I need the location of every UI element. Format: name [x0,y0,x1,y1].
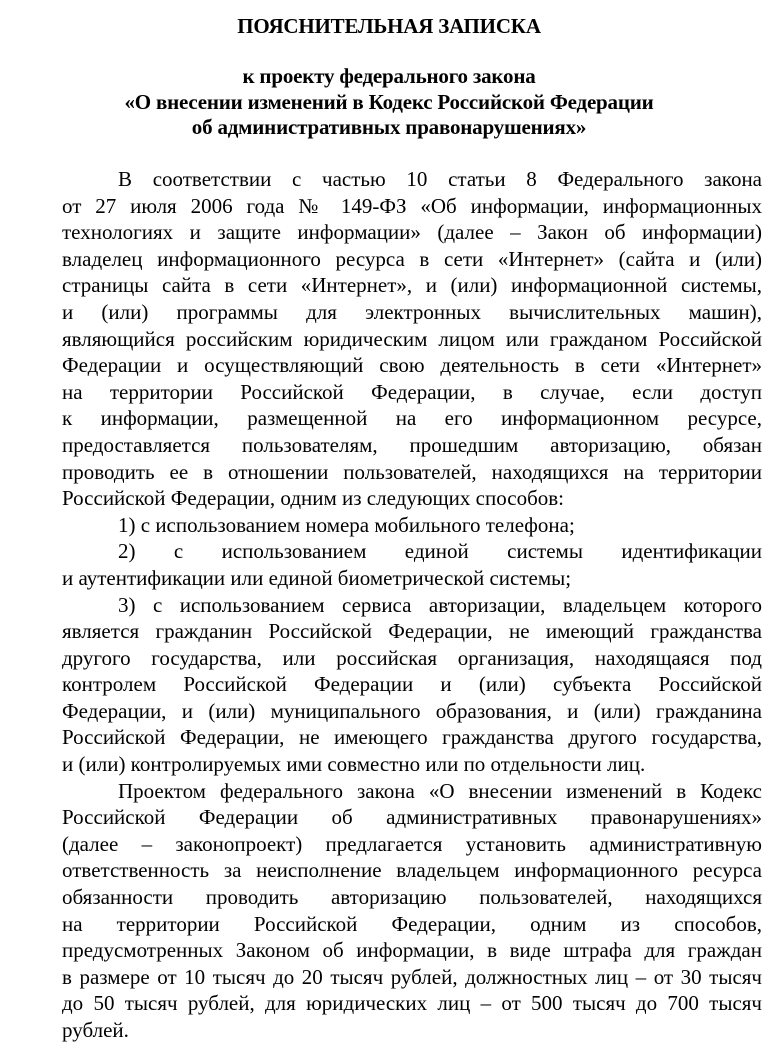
subtitle-line: об административных правонарушениях» [191,115,587,139]
text-line: и (или) программы для электронных вычислительных машин), [62,299,762,324]
text-line: контролем Российской Федерации и (или) субъекта Российской [62,672,762,697]
text-line: владелец информационного ресурса в сети «Интернет» (сайта и (или) [62,246,762,271]
text-line: и (или) контролируемых ими совместно или по отдельности лиц. [62,752,646,777]
text-line: В соответствии с частью 10 статьи 8 Федерального закона [118,167,762,191]
text-line: 2) с использованием единой системы идентификации [118,539,762,564]
text-line: Российской Федерации, одним из следующих способов: [62,486,565,511]
text-line: от 27 июля 2006 года № 149-ФЗ «Об информации, информационных [62,193,762,218]
subtitle-line: к проекту федерального закона [242,64,536,88]
text-line: Федерации и осуществляющий свою деятельность в сети «Интернет» [62,353,762,378]
document-title: ПОЯСНИТЕЛЬНАЯ ЗАПИСКА [237,14,541,38]
text-line: (далее – законопроект) предлагается установить административную [62,831,762,856]
text-line: технологиях и защите информации» (далее – Закон об информации) [62,220,762,245]
text-line: проводить ее в отношении пользователей, находящихся на территории [62,459,762,484]
subtitle-line: «О внесении изменений в Кодекс Российской Федерации [124,89,654,114]
text-line: рублей. [62,1018,129,1042]
text-line: обязанности проводить авторизацию пользователей, находящихся [62,885,762,910]
text-line: 1) с использованием номера мобильного телефона; [118,512,575,537]
text-line: Проектом федерального закона «О внесении изменений в Кодекс [118,778,762,803]
text-line: до 50 тысяч рублей, для юридических лиц – от 500 тысяч до 700 тысяч [62,991,762,1016]
text-line: является гражданин Российской Федерации, не имеющий гражданства [62,619,762,644]
document-subtitle [0,64,778,141]
text-line: страницы сайта в сети «Интернет», и (или) информационной системы, [62,273,762,298]
text-line: Российской Федерации об административных правонарушениях» [62,805,762,830]
text-line: Федерации, и (или) муниципального образования, и (или) гражданина [62,698,762,723]
text-line: к информации, размещенной на его информационном ресурсе, [62,406,762,431]
text-line: другого государства, или российская организация, находящаяся под [62,645,762,670]
text-line: ответственность за неисполнение владельцем информационного ресурса [62,858,762,883]
text-line: на территории Российской Федерации, одним из способов, [62,911,762,936]
text-line: предусмотренных Законом об информации, в виде штрафа для граждан [62,938,762,963]
text-line: и аутентификации или единой биометрической системы; [62,565,572,590]
text-line: являющийся российским юридическим лицом или гражданом Российской [62,326,762,351]
text-line: на территории Российской Федерации, в случае, если доступ [62,379,762,404]
text-line: 3) с использованием сервиса авторизации, владельцем которого [118,592,762,617]
text-line: в размере от 10 тысяч до 20 тысяч рублей, должностных лиц – от 30 тысяч [62,964,762,989]
text-line: Российской Федерации, не имеющего гражданства другого государства, [62,725,762,750]
document-body [62,166,762,1044]
text-line: предоставляется пользователям, прошедшим авторизацию, обязан [62,432,762,457]
